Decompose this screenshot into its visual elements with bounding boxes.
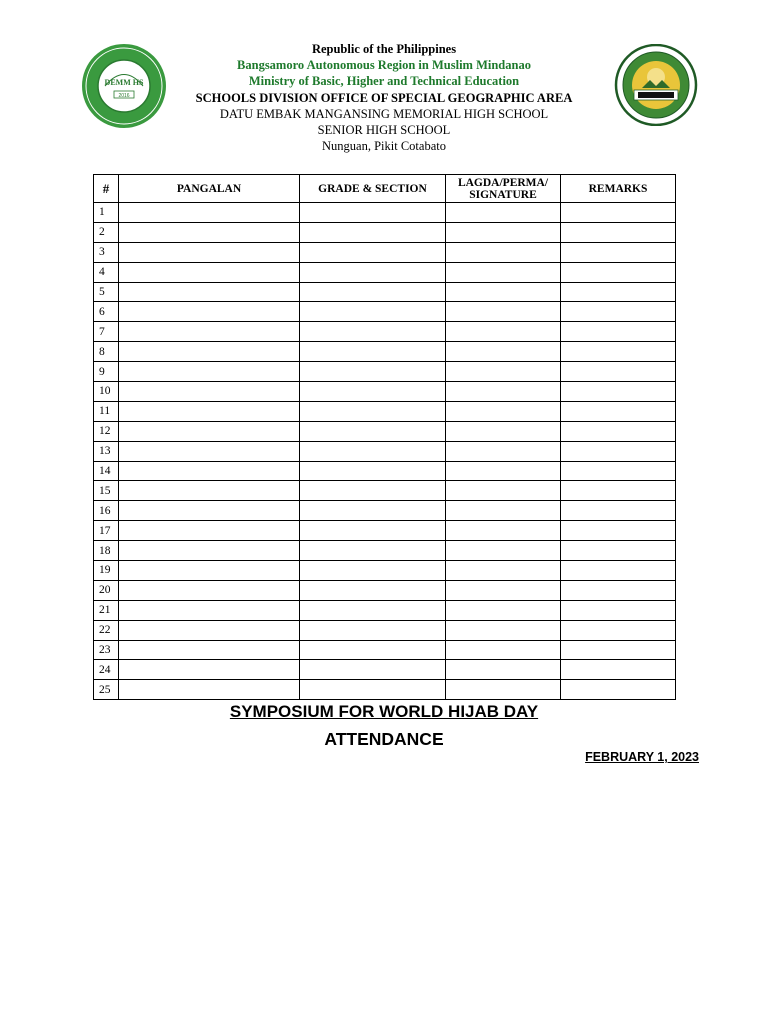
signature-cell[interactable]: [446, 262, 561, 282]
grade-section-cell[interactable]: [300, 322, 446, 342]
table-row: [94, 282, 676, 302]
remarks-cell[interactable]: [561, 660, 676, 680]
name-cell[interactable]: [119, 342, 300, 362]
signature-cell[interactable]: [446, 660, 561, 680]
table-row: [94, 561, 676, 581]
grade-section-cell[interactable]: [300, 382, 446, 402]
name-cell[interactable]: [119, 680, 300, 700]
remarks-cell[interactable]: [561, 521, 676, 541]
remarks-cell[interactable]: [561, 501, 676, 521]
row-number: 18: [94, 541, 119, 561]
remarks-cell[interactable]: [561, 362, 676, 382]
row-number: 22: [94, 620, 119, 640]
signature-header-line2: SIGNATURE: [469, 188, 537, 201]
remarks-cell[interactable]: [561, 401, 676, 421]
grade-section-cell[interactable]: [300, 203, 446, 223]
remarks-cell[interactable]: [561, 561, 676, 581]
signature-cell[interactable]: [446, 680, 561, 700]
row-number: 17: [94, 521, 119, 541]
remarks-cell[interactable]: [561, 421, 676, 441]
table-row: [94, 362, 676, 382]
division-seal-icon: [612, 44, 700, 126]
row-number: 13: [94, 441, 119, 461]
name-cell[interactable]: [119, 640, 300, 660]
table-row: [94, 461, 676, 481]
remarks-cell[interactable]: [561, 282, 676, 302]
name-cell[interactable]: [119, 203, 300, 223]
table-row: [94, 600, 676, 620]
table-row: [94, 262, 676, 282]
signature-cell[interactable]: [446, 481, 561, 501]
signature-cell[interactable]: [446, 541, 561, 561]
table-row: [94, 680, 676, 700]
row-number: 1: [94, 203, 119, 223]
name-cell[interactable]: [119, 222, 300, 242]
header-division-office: SCHOOLS DIVISION OFFICE OF SPECIAL GEOGRAPHIC AREA: [195, 90, 573, 105]
grade-section-cell[interactable]: [300, 620, 446, 640]
attendance-table: [93, 174, 676, 700]
name-cell[interactable]: [119, 401, 300, 421]
table-row: [94, 222, 676, 242]
row-number: 15: [94, 481, 119, 501]
event-date: FEBRUARY 1, 2023: [585, 750, 699, 764]
grade-section-cell[interactable]: [300, 660, 446, 680]
row-number: 8: [94, 342, 119, 362]
header-senior-high: SENIOR HIGH SCHOOL: [317, 123, 451, 138]
name-cell[interactable]: [119, 461, 300, 481]
remarks-cell[interactable]: [561, 382, 676, 402]
name-cell[interactable]: [119, 481, 300, 501]
table-row: [94, 541, 676, 561]
grade-section-cell[interactable]: [300, 481, 446, 501]
signature-cell[interactable]: [446, 322, 561, 342]
row-number: 21: [94, 600, 119, 620]
row-number: 5: [94, 282, 119, 302]
grade-section-cell[interactable]: [300, 242, 446, 262]
row-number: 9: [94, 362, 119, 382]
row-number: 19: [94, 561, 119, 581]
signature-cell[interactable]: [446, 222, 561, 242]
grade-section-cell[interactable]: [300, 401, 446, 421]
table-row: [94, 481, 676, 501]
grade-section-cell[interactable]: [300, 342, 446, 362]
table-row: [94, 521, 676, 541]
row-number: 10: [94, 382, 119, 402]
remarks-cell[interactable]: [561, 680, 676, 700]
remarks-cell[interactable]: [561, 481, 676, 501]
name-cell[interactable]: [119, 660, 300, 680]
name-cell[interactable]: [119, 262, 300, 282]
grade-section-cell[interactable]: [300, 461, 446, 481]
name-cell[interactable]: [119, 302, 300, 322]
name-cell[interactable]: [119, 441, 300, 461]
grade-section-cell[interactable]: [300, 501, 446, 521]
signature-cell[interactable]: [446, 401, 561, 421]
header-ministry: Ministry of Basic, Higher and Technical Education: [248, 74, 520, 89]
remarks-cell[interactable]: [561, 322, 676, 342]
event-title: SYMPOSIUM FOR WORLD HIJAB DAY: [229, 702, 539, 721]
remarks-cell[interactable]: [561, 441, 676, 461]
table-row: [94, 322, 676, 342]
remarks-cell[interactable]: [561, 600, 676, 620]
signature-cell[interactable]: [446, 521, 561, 541]
remarks-cell[interactable]: [561, 242, 676, 262]
signature-cell[interactable]: [446, 640, 561, 660]
grade-section-cell[interactable]: [300, 282, 446, 302]
signature-cell[interactable]: [446, 362, 561, 382]
row-number: 2: [94, 222, 119, 242]
table-row: [94, 501, 676, 521]
row-number: 7: [94, 322, 119, 342]
row-number: 12: [94, 421, 119, 441]
grade-section-cell[interactable]: [300, 362, 446, 382]
name-cell[interactable]: [119, 322, 300, 342]
signature-cell[interactable]: [446, 441, 561, 461]
grade-section-cell[interactable]: [300, 580, 446, 600]
name-cell[interactable]: [119, 421, 300, 441]
header-republic: Republic of the Philippines: [311, 42, 457, 56]
grade-section-cell[interactable]: [300, 441, 446, 461]
name-cell[interactable]: [119, 501, 300, 521]
remarks-cell[interactable]: [561, 620, 676, 640]
grade-section-cell[interactable]: [300, 561, 446, 581]
signature-cell[interactable]: [446, 421, 561, 441]
name-cell[interactable]: [119, 382, 300, 402]
row-number: 20: [94, 580, 119, 600]
column-header-grade-section: GRADE & SECTION: [300, 175, 446, 203]
name-cell[interactable]: [119, 541, 300, 561]
header-address: Nunguan, Pikit Cotabato: [322, 139, 446, 154]
signature-header-line1: LAGDA/PERMA/: [457, 176, 549, 189]
column-header-signature: [446, 175, 561, 203]
name-cell[interactable]: [119, 600, 300, 620]
name-cell[interactable]: [119, 561, 300, 581]
signature-cell[interactable]: [446, 242, 561, 262]
row-number: 24: [94, 660, 119, 680]
row-number: 14: [94, 461, 119, 481]
remarks-cell[interactable]: [561, 580, 676, 600]
row-number: 16: [94, 501, 119, 521]
remarks-cell[interactable]: [561, 461, 676, 481]
division-office-seal-logo: [612, 44, 700, 126]
grade-section-cell[interactable]: [300, 521, 446, 541]
table-row: [94, 421, 676, 441]
name-cell[interactable]: [119, 282, 300, 302]
table-row: [94, 203, 676, 223]
signature-cell[interactable]: [446, 620, 561, 640]
row-number: 25: [94, 680, 119, 700]
remarks-cell[interactable]: [561, 342, 676, 362]
table-row: [94, 302, 676, 322]
signature-cell[interactable]: [446, 580, 561, 600]
name-cell[interactable]: [119, 521, 300, 541]
table-row: [94, 382, 676, 402]
table-header-row: [94, 175, 676, 203]
remarks-cell[interactable]: [561, 262, 676, 282]
row-number: 6: [94, 302, 119, 322]
signature-cell[interactable]: [446, 600, 561, 620]
seal-year: 2016: [118, 93, 130, 99]
name-cell[interactable]: [119, 242, 300, 262]
grade-section-cell[interactable]: [300, 421, 446, 441]
row-number: 11: [94, 401, 119, 421]
column-header-number: #: [94, 175, 119, 203]
table-row: [94, 660, 676, 680]
row-number: 4: [94, 262, 119, 282]
grade-section-cell[interactable]: [300, 222, 446, 242]
name-cell[interactable]: [119, 580, 300, 600]
grade-section-cell[interactable]: [300, 262, 446, 282]
remarks-cell[interactable]: [561, 203, 676, 223]
remarks-cell[interactable]: [561, 222, 676, 242]
row-number: 3: [94, 242, 119, 262]
table-row: [94, 441, 676, 461]
row-number: 23: [94, 640, 119, 660]
header-region: Bangsamoro Autonomous Region in Muslim Mindanao: [237, 58, 531, 73]
signature-cell[interactable]: [446, 561, 561, 581]
signature-cell[interactable]: [446, 382, 561, 402]
remarks-cell[interactable]: [561, 541, 676, 561]
name-cell[interactable]: [119, 362, 300, 382]
seal-initials: DEMM HS: [104, 78, 144, 87]
grade-section-cell[interactable]: [300, 600, 446, 620]
signature-cell[interactable]: [446, 501, 561, 521]
table-row: [94, 580, 676, 600]
signature-cell[interactable]: [446, 461, 561, 481]
table-row: [94, 640, 676, 660]
grade-section-cell[interactable]: [300, 680, 446, 700]
column-header-name: PANGALAN: [119, 175, 300, 203]
remarks-cell[interactable]: [561, 640, 676, 660]
table-row: [94, 342, 676, 362]
column-header-remarks: REMARKS: [561, 175, 676, 203]
table-row: [94, 620, 676, 640]
grade-section-cell[interactable]: [300, 640, 446, 660]
signature-cell[interactable]: [446, 282, 561, 302]
grade-section-cell[interactable]: [300, 302, 446, 322]
document-type-title: ATTENDANCE: [324, 729, 444, 749]
header-school-name: DATU EMBAK MANGANSING MEMORIAL HIGH SCHOOL: [219, 106, 549, 121]
table-row: [94, 242, 676, 262]
remarks-cell[interactable]: [561, 302, 676, 322]
table-row: [94, 401, 676, 421]
signature-cell[interactable]: [446, 203, 561, 223]
signature-cell[interactable]: [446, 302, 561, 322]
grade-section-cell[interactable]: [300, 541, 446, 561]
name-cell[interactable]: [119, 620, 300, 640]
signature-cell[interactable]: [446, 342, 561, 362]
